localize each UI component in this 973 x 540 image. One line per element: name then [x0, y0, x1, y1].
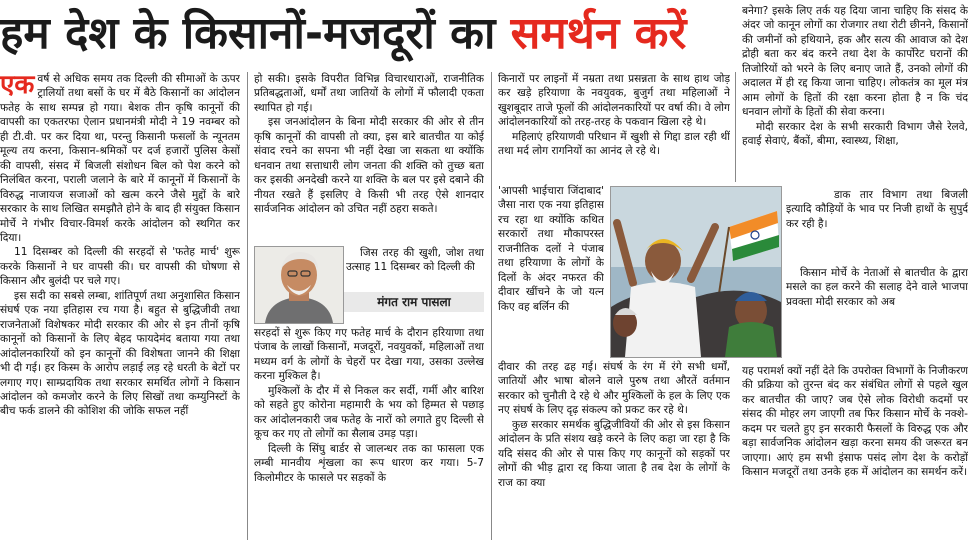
article-column-4-narrow-1 — [786, 188, 968, 262]
article-column-3-narrow — [498, 184, 604, 360]
article-column-4 — [742, 4, 968, 186]
paragraph: किनारों पर लाइनों में नम्रता तथा प्रसन्नता के साथ हाथ जोड़ कर खड़े हरियाणा के नवयुवक, बुजुर्ग तथा महिलाओं ने खुशबूदार ताजे फूलों की आंदोलनकारियों पर वर्षा की। वे लोग आंदोलनकारियों को तरह-तरह के पकवान खिला रहे थे। — [498, 73, 730, 129]
paragraph: इस सदी का सबसे लम्बा, शांतिपूर्ण तथा अनुशासित किसान संघर्ष एक नया इतिहास रच गया है। बहुत से बुद्धिजीवी तथा राजनेताओं विशेषकर मोदी सरकार की ओर से इन तीनों कृषि कानूनों को किसानों के लिए बेहद फायदेमंद बताया गया तथा आंदोलनकारियों को इन कानूनों की विशेषता जानने की शिक्षा भी दी गई। हर किस्म के आरोप लड़ाई लड़ रहे धरती के बेटों पर लगाए गए। साम्प्रदायिक तथा सरकार समर्थित लोगों ने किसान आंदोलन को कमजोर करने के लिए सिखों तथा कम्युनिस्टों के बीच फर्क डालने की कोशिश की जोकि सफल नहीं — [0, 289, 240, 418]
paragraph: किसान मोर्चे के नेताओं से बातचीत के द्वारा मसले का हल करने की सलाह देने वाले भाजपा प्रवक्ता मोदी सरकार को अब — [786, 267, 968, 308]
headline — [0, 0, 740, 68]
farmers-celebration-photo — [610, 186, 782, 358]
article-column-3-continued — [498, 360, 730, 540]
article-column-4-continued — [742, 364, 968, 540]
paragraph-text: वर्ष से अधिक समय तक दिल्ली की सीमाओं के ऊपर ट्रालियों तथा बसों के घर में बैठे किसानों का आंदोलन फतेह के साथ सम्पन्न हो गया। बेशक तीन कृषि कानूनों की वापसी का एकतरफा ऐलान प्रधानमंत्री मोदी ने 19 नवम्बर को ही टी.वी. पर कर दिया था, परन्तु किसानी फसलों के न्यूनतम मूल्य तय करना, किसान-श्रमिकों पर दर्ज हजारों पुलिस केसों की वापसी, संसद में बिजली संशोधन बिल को पेश करने को निलंबित करना, पराली जलाने के बारे में कानूनों में किसानों के विरुद्ध नाजायज सजाओं को खत्म करने जैसे मुद्दों के बारे सरकार के साथ लिखित समझौते होने के बाद ही संयुक्त किसान मोर्चे ने गंभीर विचार-विमर्श करके आंदोलन को स्थगित कर दिया। — [0, 73, 240, 244]
paragraph: इस जनआंदोलन के बिना मोदी सरकार की ओर से तीन कृषि कानूनों की वापसी तो क्या, इस बारे बातचीत या कोई संवाद रचने का सपना भी नहीं देखा जा सकता था क्योंकि धनवान तथा सत्ताधारी लोग जनता की शक्ति को तुच्छ बता कर इसकी अनदेखी करने या शक्ति के बल पर इसे दबाने की नीयत रखते हैं इसलिए वे किसी भी तरह ऐसे शानदार सार्वजनिक आंदोलन को उचित नहीं ठहरा सकते। — [254, 116, 484, 216]
paragraph: यह परामर्श क्यों नहीं देते कि उपरोक्त विभागों के निजीकरण की प्रक्रिया को तुरन्त बंद कर संबंधित लोगों से पहले खुल कर बातचीत की जाए? जब ऐसे लोक विरोधी कदमों पर संसद की मोहर लग जाएगी तब फिर किसान मोर्चे के नक्शे-कदम पर चलते हुए इन सरकारी फैसलों के विरुद्ध एक और बड़ा सार्वजनिक आंदोलन खड़ा करना समय की जरूरत बन जाएगा। आएं हम सभी इंसाफ पसंद लोग देश के करोड़ों किसान मजदूरों तथा उनके हक में आंदोलन का समर्थन करें। — [742, 365, 968, 479]
dropcap: एक — [0, 72, 35, 100]
article-column-2 — [254, 72, 484, 242]
paragraph: मुश्किलों के दौर में से निकल कर सर्दी, गर्मी और बारिश को सहते हुए कोरोना महामारी के भय को हिम्मत से पछाड़ कर आंदोलनकारी जब फतेह के नारों को लगाते हुए दिल्ली से कूच कर गए तो लोगों का सैलाब उमड़ पड़ा। — [254, 384, 484, 441]
paragraph: हो सकी। इसके विपरीत विभिन्न विचारधाराओं, राजनीतिक प्रतिबद्धताओं, धर्मों तथा जातियों के लोगों में फौलादी एकता स्थापित हो गई। — [254, 73, 484, 114]
article-column-3 — [498, 72, 730, 184]
column-divider — [735, 72, 736, 182]
paragraph: दीवार की तरह ढह गई। संघर्ष के रंग में रंगे सभी धर्मों, जातियों और भाषा बोलने वाले पुरुष तथा औरतें वर्तमान सरकार को चुनौती दे रहे थे और मुश्किलों के हल के लिए एक नए संघर्ष के लिए दृढ़ संकल्प को प्रकट कर रहे थे। — [498, 361, 730, 417]
article-column-1 — [0, 72, 240, 540]
column-divider — [247, 72, 248, 540]
headline-part-2: समर्थन करें — [510, 8, 687, 59]
paragraph: महिलाएं हरियाणवी परिधान में खुशी से गिद्दा डाल रही थीं तथा मर्द लोग रागनियों का आनंद ले रहे थे। — [498, 130, 730, 158]
headline-part-1: हम देश के किसानों-मजदूरों का — [0, 8, 511, 59]
paragraph: मोदी सरकार देश के सभी सरकारी विभाग जैसे रेलवे, हवाई सेवाएं, बैंकों, बीमा, स्वास्थ्य, शिक्षा, — [742, 120, 968, 148]
paragraph: बनेगा? इसके लिए तर्क यह दिया जाना चाहिए कि संसद के अंदर जो कानून लोगों का रोजगार तथा रोटी छीनने, किसानों की जमीनों को हथियाने, हक और सत्य की आवाज को देश द्रोही बता कर बंद करने तथा देश के कार्पोरेट घरानों की तिजोरियों को भरने के लिए बनाए जाते हैं, उनको लोगों की अदालत में ही रद्द किया जाना चाहिए। लोकतंत्र का मूल मंत्र आम लोगों के हितों की रक्षा करना होता है न कि चंद धनवान लोगों के हितों की सेवा करना। — [742, 5, 968, 119]
article-column-4-narrow-2 — [786, 266, 968, 362]
paragraph: जिस तरह की खुशी, जोश तथा उत्साह 11 दिसम्बर को दिल्ली की — [346, 247, 484, 274]
column-divider — [491, 72, 492, 540]
author-portrait-image — [255, 247, 343, 323]
byline-adjacent-text — [346, 246, 484, 278]
paragraph: 11 दिसम्बर को दिल्ली की सरहदों से 'फतेह मार्च' शुरू करके किसानों ने घर वापसी की। घर वापसी की घोषणा से किसान और बुलंदी पर चले गए। — [0, 246, 240, 288]
article-column-2-continued — [254, 326, 484, 540]
author-name-caption: मंगत राम पासला — [344, 292, 484, 312]
farmers-celebration-image — [611, 187, 781, 357]
author-photo — [254, 246, 344, 324]
paragraph — [0, 72, 240, 245]
paragraph: कुछ सरकार समर्थक बुद्धिजीवियों की ओर से इस किसान आंदोलन के प्रति संशय खड़े करने के लिए कहा जा रहा है कि यदि संसद की ओर से पास किए गए कानूनों को सड़कों पर लोगों की भीड़ द्वारा रद्द किया जाता है तब देश के लोगों के राज का क्या — [498, 418, 730, 489]
paragraph: सरहदों से शुरू किए गए फतेह मार्च के दौरान हरियाणा तथा पंजाब के लाखों किसानों, मजदूरों, नवयुवकों, महिलाओं तथा मध्यम वर्ग के लोगों के चेहरों पर देखा गया, उसका उल्लेख करना मुश्किल है। — [254, 327, 484, 383]
paragraph: दिल्ली के सिंघु बार्डर से जालन्धर तक का फासला एक लम्बी मानवीय शृंखला का रूप धारण कर गया। 5-7 किलोमीटर के फासले पर सड़कों के — [254, 442, 484, 484]
paragraph: डाक तार विभाग तथा बिजली इत्यादि कौड़ियों के भाव पर निजी हाथों के सुपुर्द कर रही है। — [786, 189, 968, 230]
paragraph: 'आपसी भाईचारा जिंदाबाद' जैसा नारा एक नया इतिहास रच रहा था क्योंकि कथित सरकारों तथा मौकापरस्त राजनीतिक दलों ने पंजाब तथा हरियाणा के लोगों के दिलों के अंदर नफरत की दीवार खींचने के जो यत्न किए वह बर्लिन की — [498, 185, 604, 313]
